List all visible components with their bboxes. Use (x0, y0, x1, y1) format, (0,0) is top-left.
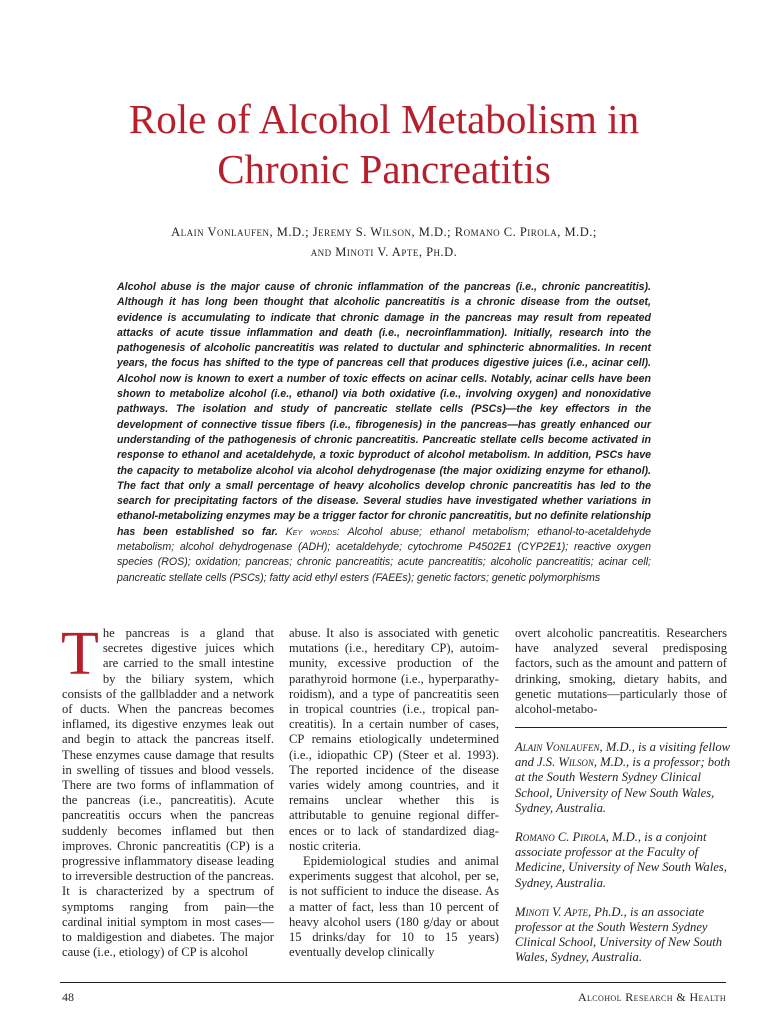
bio-apte (515, 905, 733, 966)
column-3-text: overt alcoholic pancreatitis. Researchers have analyzed several predisposing factors, such as the amount and pattern of drinking, smoking, dietary habits, and genetic mutations—particularly those of alcohol-metabo- (515, 626, 727, 717)
bio-divider (515, 727, 727, 728)
journal-name: Alcohol Research & Health (577, 990, 726, 1004)
bio-name: Minoti V. Apte (515, 904, 588, 919)
bio-name: Alain Vonlaufen (515, 740, 600, 754)
column-1-text: he pancreas is a gland that secretes digestive juices which are carried to the small intestine by the biliary system, which consists of the gallbladder and a network of ducts. When the pancreas becomes inflamed, its digestive enzymes leak out and begin to attack the pancreas itself. These enzymes cause damage that results in swelling of tissues and blood vessels. There are two forms of inflammation of the pancreas (i.e., pancreatitis). Acute pancreatitis occurs when the pancreas suddenly becomes inflamed but then improves. Chronic pancreatitis (CP) is a progressive inflammatory disease leading to irreversible destruction of the pancreas. It is characterized by a spectrum of symptoms ranging from pain—the cardinal initial symptom in most cases—to maldigestion and diabetes. The major cause (i.e., etiology) of CP is alcohol (62, 626, 274, 960)
keywords-label: Key words: (285, 525, 340, 538)
bio-name-2: Wilson (558, 755, 594, 770)
bio-vonlaufen-wilson (515, 740, 733, 816)
body-column-2 (289, 626, 499, 960)
bio-text-2: , M.D., is a professor; both at the South Western Sydney Clinical School, University of New South Wales, Sydney, Australia. (515, 755, 731, 815)
title-line-2: Chronic Pancreatitis (217, 146, 551, 192)
body-column-1 (61, 620, 274, 960)
keywords-list: Alcohol abuse; ethanol metabolism; ethanol-to-acetaldehyde metabolism; alcohol dehydrogenase (ADH); acetaldehyde; cytochrome P4502E1 (CYP2E1); reactive oxygen species (ROS); oxidation; pancreas; chronic pancreatitis; acute pancreatitis; alcoholic pancreatitis; acinar cell; pancreatic stellate cells (PSCs); fatty acid ethyl esters (FAEEs); genetic factors; genetic polymorphisms (117, 525, 651, 584)
bio-text: , M.D., is a visiting fellow and J.S. (515, 740, 731, 770)
bio-text: , Ph.D., is an associate professor at the South Western Sydney Clinical School, University of New South Wales, Sydney, Australia. (515, 904, 723, 965)
author-list (60, 222, 708, 262)
author-bios (515, 740, 733, 980)
authors-line-2: and Minoti V. Apte, Ph.D. (310, 245, 458, 259)
abstract (117, 280, 651, 586)
bio-text: , M.D., is a conjoint associate professor at the Faculty of Medicine, University of New South Wales, Sydney, Australia. (515, 830, 727, 890)
abstract-text: Alcohol abuse is the major cause of chronic inflammation of the pancreas (i.e., chronic pancreatitis). Although it has long been thought that alcoholic pancreatitis is a chronic disease from the outset, evidence is accumulating to indicate that chronic damage in the pancreas may result from repeated attacks of acute tissue inflammation and death (i.e., necroinflammation). Initially, research into the pathogenesis of alcoholic pancreatitis was related to ductular and sphincteric abnormalities. In recent years, the focus has shifted to the type of pancreas cell that produces digestive juices (i.e., acinar cell). Alcohol now is known to exert a number of toxic effects on acinar cells. Notably, acinar cells have been shown to metabolize alcohol (i.e., ethanol) via both oxidative (i.e., involving oxygen) and nonoxidative pathways. The isolation and study of pancreatic stellate cells (PSCs)—the key effectors in the development of connective tissue fibers (i.e., fibrogenesis) in the pancreas—has greatly enhanced our understanding of the pathogenesis of chronic pancreatitis. Pancreatic stellate cells become activated in response to ethanol and acetaldehyde, a toxic byproduct of alcohol metabolism. In addition, PSCs have the capacity to metabolize alcohol via alcohol dehydrogenase (the major oxidizing enzyme for ethanol). The fact that only a small percentage of heavy alcoholics develop chronic pancreatitis has led to the search for precipitating factors of the disease. Several studies have investigated whether variations in ethanol-metabolizing enzymes may be a trigger factor for chronic pancreatitis, but no definite relationship has been established so far. (117, 281, 651, 538)
bio-pirola (515, 830, 733, 891)
authors-line-1: Alain Vonlaufen, M.D.; Jeremy S. Wilson, M.D.; Romano C. Pirola, M.D.; (171, 225, 597, 239)
column-2-paragraph-1: abuse. It also is associated with genetic mutations (i.e., hereditary CP), autoimmunity, excessive production of the parathyroid hormone (i.e., hyperparathyroidism), and a type of pancreatitis seen in tropical countries (i.e., tropical pancreatitis). In a certain number of cases, CP remains etiologically undetermined (i.e., idiopathic CP) (Steer et al. 1993). The reported incidence of the disease varies widely among countries, and it remains unclear whether this is attributable to genuine regional differences or to lack of standardized diagnostic criteria. (289, 626, 499, 853)
drop-cap: T (61, 620, 99, 688)
page-number: 48 (62, 990, 74, 1004)
title-line-1: Role of Alcohol Metabolism in (128, 96, 640, 142)
bio-name: Romano C. Pirola (515, 830, 606, 845)
footer-rule (60, 982, 726, 983)
column-2-paragraph-2: Epidemiological studies and animal experiments suggest that alcohol, per se, is not sufficient to induce the disease. As a matter of fact, less than 10 percent of heavy alcohol users (180 g/day or about 15 drinks/day for 10 to 15 years) eventually develop clinically (289, 854, 499, 960)
body-column-3 (515, 626, 727, 717)
article-title (0, 94, 768, 194)
